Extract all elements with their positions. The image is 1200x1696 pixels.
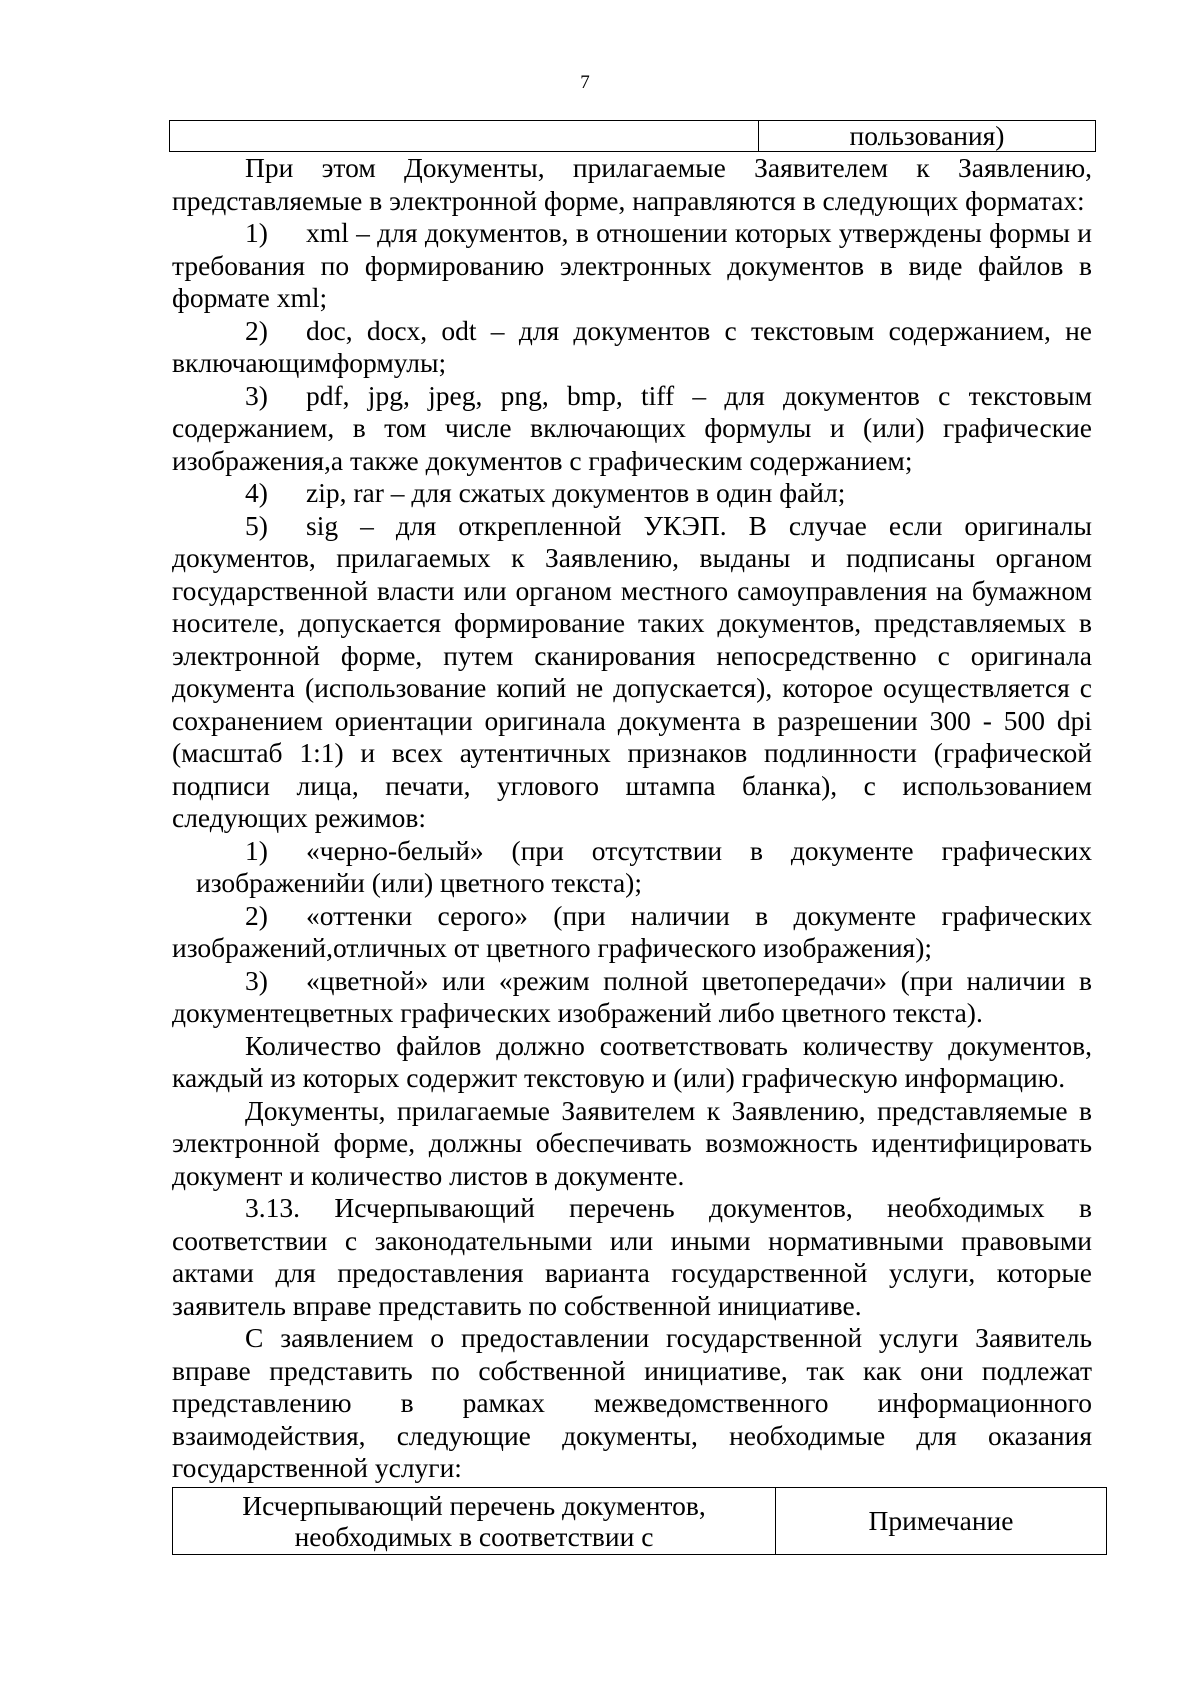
scan-mode-2-number: 2) <box>245 899 268 931</box>
continued-table-cell: пользования) <box>759 121 1096 152</box>
scan-mode-3-number: 3) <box>245 964 268 996</box>
page-number: 7 <box>580 72 590 93</box>
paragraph-formats-intro: При этом Документы, прилагаемые Заявителем к Заявлению, представляемые в электронной форме, направляются в следующих форматах: <box>172 152 1092 216</box>
format-item-2-text: doc, docx, odt – для документов с текстовым содержанием, не включающимформулы; <box>172 314 1092 378</box>
scan-mode-2 <box>172 900 1092 965</box>
scan-mode-1 <box>172 835 1092 900</box>
format-item-4 <box>172 477 1092 510</box>
section-3-13: 3.13. Исчерпывающий перечень документов, необходимых в соответствии с законодательными или иными нормативными правовыми актами для предоставления варианта государственной услуги, которые заявитель вправе представить по собственной инициативе. <box>172 1192 1092 1321</box>
format-item-5-text: sig – для открепленной УКЭП. В случае если оригиналы документов, прилагаемых к Заявлению, выданы и подписаны органом государственной власти или органом местного самоуправления на бумажном носителе, допускается формирование таких документов, представляемых в электронной форме, путем сканирования непосредственно с оригинала документа (использование копий не допускается), которое осуществляется с сохранением ориентации оригинала документа в разрешении 300 - 500 dpi (масштаб 1:1) и всех аутентичных признаков подлинности (графической подписи лица, печати, углового штампа бланка), с использованием следующих режимов: <box>172 509 1092 833</box>
format-item-1 <box>172 217 1092 315</box>
scan-mode-3 <box>172 965 1092 1030</box>
documents-table <box>172 1487 1107 1555</box>
document-body <box>172 120 1092 1555</box>
format-item-4-number: 4) <box>245 477 268 508</box>
format-item-1-number: 1) <box>245 217 268 248</box>
continued-table-cell-empty <box>170 121 759 152</box>
scan-mode-1-number: 1) <box>245 834 268 866</box>
format-item-4-text: zip, rar – для сжатых документов в один файл; <box>306 477 846 508</box>
paragraph-own-initiative: С заявлением о предоставлении государственной услуги Заявитель вправе представить по собственной инициативе, так как они подлежат представлению в рамках межведомственного информационного взаимодействия, следующие документы, необходимые для оказания государственной услуги: <box>172 1322 1092 1483</box>
format-item-1-text: xml – для документов, в отношении которых утверждены формы и требования по формированию электронных документов в виде файлов в формате xml; <box>172 217 1092 313</box>
documents-table-header-list: Исчерпывающий перечень документов, необходимых в соответствии с <box>173 1487 776 1554</box>
paragraph-file-count: Количество файлов должно соответствовать количеству документов, каждый из которых содержит текстовую и (или) графическую информацию. <box>172 1029 1092 1093</box>
format-item-2-number: 2) <box>245 314 268 346</box>
format-item-3-text: pdf, jpg, jpeg, png, bmp, tiff – для документов с текстовым содержанием, в том числе включающих формулы и (или) графические изображения,а также документов с графическим содержанием; <box>172 379 1092 476</box>
scan-mode-2-text: «оттенки серого» (при наличии в документе графических изображений,отличных от цветного графического изображения); <box>172 899 1092 963</box>
format-item-5-number: 5) <box>245 509 268 541</box>
paragraph-identification: Документы, прилагаемые Заявителем к Заявлению, представляемые в электронной форме, должны обеспечивать возможность идентифицировать документ и количество листов в документе. <box>172 1094 1092 1191</box>
documents-table-header-row <box>173 1487 1107 1554</box>
continued-table <box>169 120 1096 152</box>
format-item-2 <box>172 315 1092 380</box>
format-item-5 <box>172 510 1092 835</box>
format-item-3-number: 3) <box>245 379 268 411</box>
scan-mode-1-text: «черно-белый» (при отсутствии в документе графических изображенийи (или) цветного текста); <box>196 834 1092 898</box>
format-item-3 <box>172 380 1092 478</box>
documents-table-header-note: Примечание <box>776 1487 1107 1554</box>
scan-mode-3-text: «цветной» или «режим полной цветопередачи» (при наличии в документецветных графических изображений либо цветного текста). <box>172 964 1092 1028</box>
